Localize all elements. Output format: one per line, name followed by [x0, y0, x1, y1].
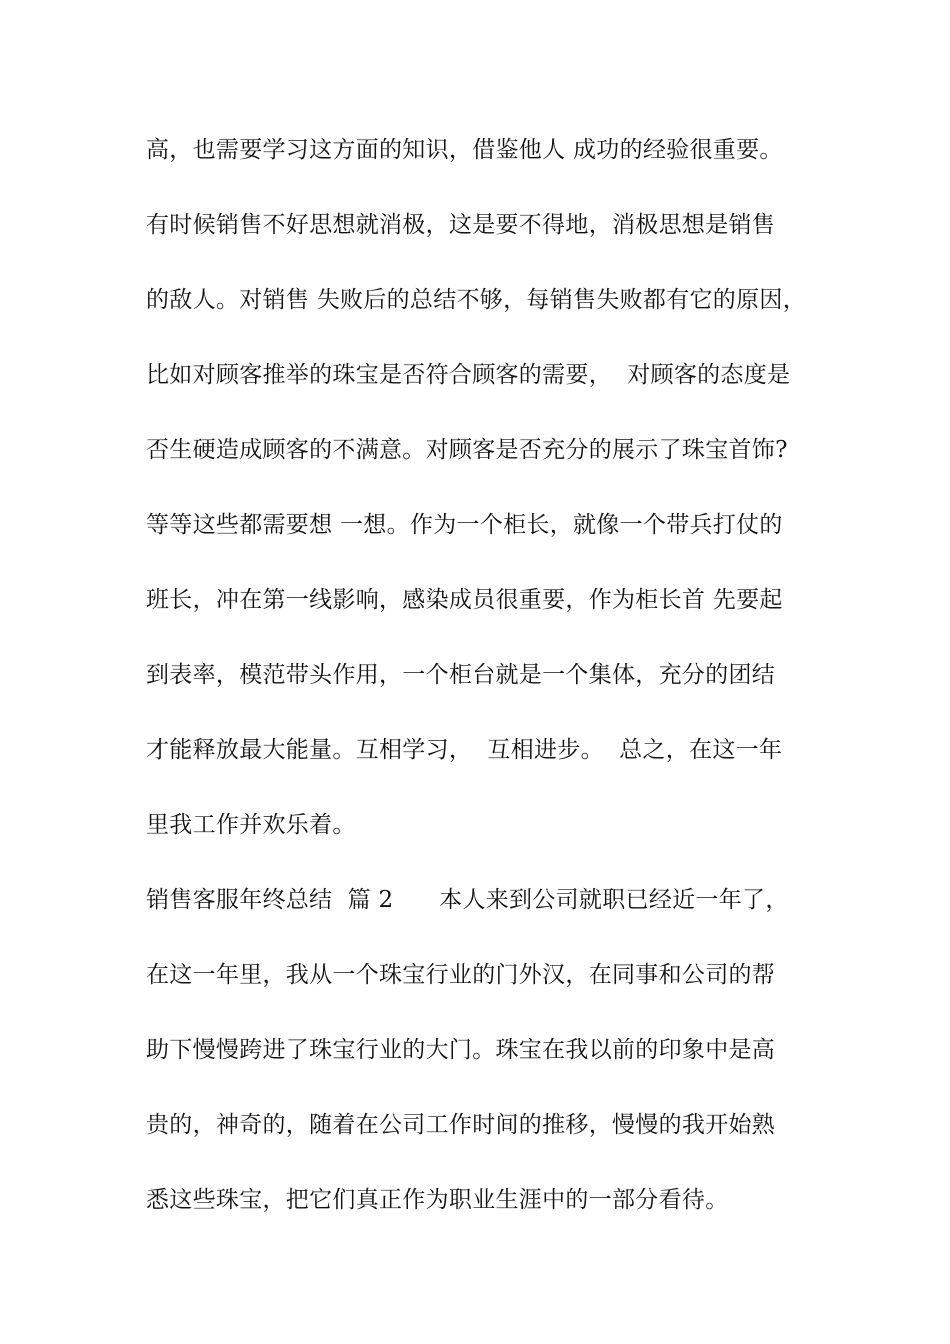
text-line: 在这一年里，我从一个珠宝行业的门外汉，在同事和公司的帮 — [146, 962, 776, 988]
text-line: 班长，冲在第一线影响，感染成员很重要，作为柜长首 先要起 — [146, 587, 783, 613]
text-line: 有时候销售不好思想就消极，这是要不得地，消极思想是销售 — [146, 212, 776, 238]
text-line: 贵的，神奇的，随着在公司工作时间的推移，慢慢的我开始熟 — [146, 1112, 776, 1138]
text-line: 否生硬造成顾客的不满意。对顾客是否充分的展示了珠宝首饰? — [146, 437, 788, 463]
text-line: 助下慢慢跨进了珠宝行业的大门。珠宝在我以前的印象中是高 — [146, 1037, 776, 1063]
text-line: 等等这些都需要想 一想。作为一个柜长，就像一个带兵打仗的 — [146, 512, 783, 538]
text-line: 到表率，模范带头作用，一个柜台就是一个集体，充分的团结 — [146, 662, 776, 688]
text-line: 高，也需要学习这方面的知识，借鉴他人 成功的经验很重要。 — [146, 137, 783, 163]
text-line: 才能释放最大能量。互相学习， 互相进步。 总之，在这一年 — [146, 737, 783, 763]
section-heading-line: 销售客服年终总结 篇 2 本人来到公司就职已经近一年了， — [146, 887, 789, 913]
text-line: 悉这些珠宝，把它们真正作为职业生涯中的一部分看待。 — [146, 1187, 729, 1213]
text-line: 的敌人。对销售 失败后的总结不够，每销售失败都有它的原因， — [146, 287, 807, 313]
text-line: 里我工作并欢乐着。 — [146, 812, 356, 838]
text-line: 比如对顾客推举的珠宝是否符合顾客的需要， 对顾客的态度是 — [146, 362, 791, 388]
